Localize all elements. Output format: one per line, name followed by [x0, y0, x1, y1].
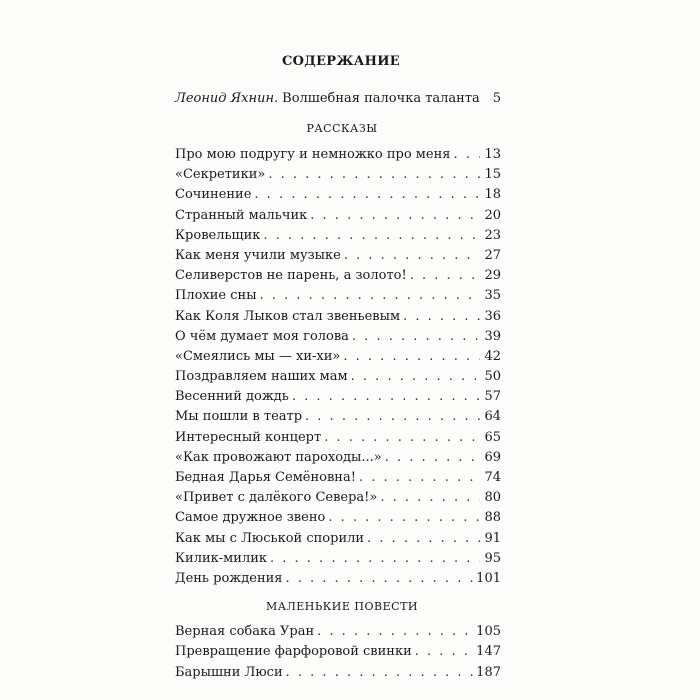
toc-entry: [175, 508, 501, 528]
toc-entry: [175, 327, 501, 347]
entry-title: Как Коля Лыков стал звеньевым: [175, 308, 401, 324]
entry-title: Странный мальчик: [175, 207, 308, 223]
leader-dots: [268, 165, 480, 185]
entry-title: Превращение фарфоровой свинки: [175, 644, 412, 660]
table-of-contents: [175, 52, 501, 683]
entry-page-number: 69: [484, 449, 501, 465]
entry-page-number: 42: [484, 348, 501, 364]
section-stories-list: [175, 145, 501, 589]
toc-entry: [175, 488, 501, 508]
entry-page-number: 91: [484, 530, 501, 546]
entry-title: Поздравляем наших мам: [175, 369, 348, 385]
toc-entry: [175, 663, 501, 683]
entry-page-number: 15: [484, 167, 501, 183]
leader-dots: [286, 663, 474, 683]
toc-entry: [175, 226, 501, 246]
toc-entry: [175, 468, 501, 488]
entry-page-number: 65: [484, 429, 501, 445]
section-heading-stories: РАССКАЗЫ: [306, 122, 378, 135]
entry-title: «Привет с далёкого Севера!»: [175, 490, 378, 506]
entry-page-number: 27: [484, 247, 501, 263]
entry-title: Плохие сны: [175, 288, 257, 304]
entry-page-number: 95: [484, 550, 501, 566]
leader-dots: [344, 246, 480, 266]
entry-title: Весенний дождь: [175, 389, 289, 405]
entry-title: О чём думает моя голова: [175, 328, 349, 344]
toc-entry: [175, 387, 501, 407]
leader-dots: [310, 206, 480, 226]
entry-title: Самое дружное звено: [175, 510, 326, 526]
toc-entry: [175, 428, 501, 448]
toc-entry: [175, 266, 501, 286]
entry-page-number: 101: [476, 570, 501, 586]
entry-title: Селиверстов не парень, а золото!: [175, 268, 407, 284]
toc-entry: [175, 206, 501, 226]
entry-title: Кровельщик: [175, 227, 261, 243]
leader-dots: [385, 448, 480, 468]
entry-page-number: 74: [484, 470, 501, 485]
entry-title: Про мою подругу и немножко про меня: [175, 147, 451, 162]
intro-page-number: 5: [492, 91, 501, 106]
toc-title: СОДЕРЖАНИЕ: [281, 54, 401, 69]
leader-dots: [260, 286, 480, 306]
leader-dots: [270, 549, 480, 569]
toc-entry: [175, 622, 501, 642]
toc-entry: [175, 367, 501, 387]
entry-title: Бедная Дарья Семёновна!: [175, 470, 356, 485]
toc-entry: [175, 185, 501, 205]
entry-title: Мы пошли в театр: [175, 409, 303, 425]
entry-page-number: 13: [484, 147, 501, 162]
leader-dots: [415, 642, 473, 662]
entry-page-number: 50: [484, 369, 501, 385]
toc-entry: [175, 407, 501, 427]
leader-dots: [403, 307, 480, 327]
entry-title: «Как провожают пароходы...»: [175, 449, 382, 465]
entry-title: Интересный концерт: [175, 429, 322, 445]
leader-dots: [359, 468, 480, 488]
leader-dots: [328, 508, 480, 528]
entry-page-number: 36: [484, 308, 501, 324]
toc-entry: [175, 347, 501, 367]
entry-title: Как меня учили музыке: [175, 247, 341, 263]
entry-title: «Секретики»: [175, 167, 266, 183]
toc-entry: [175, 165, 501, 185]
toc-entry: [175, 286, 501, 306]
entry-page-number: 39: [484, 328, 501, 344]
entry-title: Как мы с Люськой спорили: [175, 530, 365, 546]
toc-entry: [175, 448, 501, 468]
entry-title: Верная собака Уран: [175, 624, 315, 640]
toc-entry: [175, 145, 501, 165]
entry-page-number: 88: [484, 510, 501, 526]
leader-dots: [292, 387, 480, 407]
toc-intro-entry: [175, 88, 501, 110]
entry-page-number: 147: [476, 644, 501, 660]
entry-title: Килик-милик: [175, 550, 267, 566]
leader-dots: [410, 266, 480, 286]
leader-dots: [367, 529, 480, 549]
entry-page-number: 29: [484, 268, 501, 284]
entry-page-number: 80: [484, 490, 501, 506]
entry-page-number: 57: [484, 389, 501, 405]
toc-entry: [175, 642, 501, 662]
entry-page-number: 35: [484, 288, 501, 304]
intro-author: Леонид Яхнин.: [175, 91, 279, 106]
toc-entry: [175, 529, 501, 549]
entry-title: Сочинение: [175, 187, 252, 203]
entry-page-number: 23: [484, 227, 501, 243]
leader-dots: [343, 347, 480, 367]
entry-title: Барышни Люси: [175, 664, 283, 680]
toc-entry: [175, 549, 501, 569]
leader-dots: [305, 407, 480, 427]
leader-dots: [380, 488, 480, 508]
intro-title: Волшебная палочка таланта: [282, 91, 480, 106]
entry-page-number: 20: [484, 207, 501, 223]
toc-entry: [175, 307, 501, 327]
leader-dots: [317, 622, 473, 642]
entry-page-number: 64: [484, 409, 501, 425]
section-heading-novellas: МАЛЕНЬКИЕ ПОВЕСТИ: [265, 600, 418, 614]
entry-title: День рождения: [175, 570, 283, 586]
entry-page-number: 105: [476, 624, 501, 640]
toc-entry: [175, 246, 501, 266]
entry-page-number: 18: [484, 187, 501, 203]
leader-dots: [324, 428, 480, 448]
entry-title: «Смеялись мы — хи-хи»: [175, 348, 341, 364]
toc-entry: [175, 569, 501, 589]
leader-dots: [254, 185, 480, 205]
section-novellas-list: [175, 622, 501, 683]
leader-dots: [453, 145, 480, 165]
leader-dots: [352, 327, 480, 347]
leader-dots: [285, 569, 473, 589]
leader-dots: [263, 226, 480, 246]
entry-page-number: 187: [476, 664, 501, 680]
leader-dots: [351, 367, 480, 387]
